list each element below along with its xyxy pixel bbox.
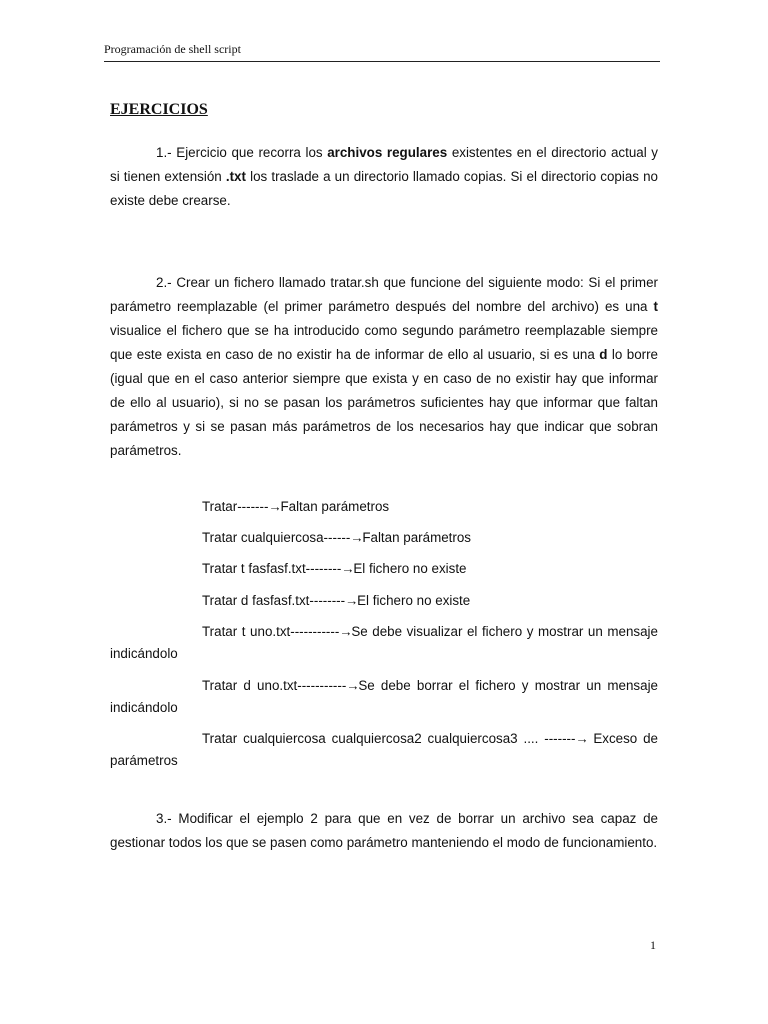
exercise-1-text: Ejercicio que recorra los [176, 145, 328, 160]
exercise-2-text: Crear un fichero llamado tratar.sh que funcione del siguiente modo: Si el primer parámetro reemplazable (el primer parámetro después del nombre del archivo) es una [110, 275, 658, 314]
example-result: Se debe visualizar el fichero y mostrar un mensaje indicándolo [110, 624, 658, 661]
example-result: El fichero no existe [357, 593, 471, 608]
exercise-1-text-2: existentes en el directorio actual y si tienen extensión [110, 145, 659, 184]
arrow-right-icon: → [345, 593, 359, 608]
example-command: Tratar cualquiercosa cualquiercosa2 cualquiercosa3 .... ------- [202, 731, 576, 746]
arrow-right-icon: → [346, 678, 360, 693]
example-result: Faltan parámetros [362, 530, 471, 545]
arrow-right-icon: → [350, 530, 364, 545]
example-line [110, 621, 658, 665]
exercise-1 [110, 141, 658, 213]
exercise-1-number: 1.- [156, 145, 172, 160]
exercise-2 [110, 271, 658, 463]
page-number: 1 [650, 938, 656, 952]
exercise-2-bold-1: t [653, 299, 658, 314]
exercise-2-text-2: visualice el fichero que se ha introducido como segundo parámetro reemplazable siempre que este exista en caso de no existir ha de informar de ello al usuario, si es una [110, 323, 658, 362]
example-command: Tratar------- [202, 499, 269, 514]
header-title: Programación de shell script [104, 42, 241, 56]
section-heading: EJERCICIOS [110, 101, 208, 118]
example-command: Tratar d uno.txt----------- [202, 678, 347, 693]
example-line [110, 496, 658, 518]
example-result: El fichero no existe [353, 561, 467, 576]
example-line [110, 728, 658, 772]
example-result: Faltan parámetros [280, 499, 390, 514]
example-line [110, 527, 658, 549]
example-result: Exceso de parámetros [110, 731, 659, 768]
exercise-1-bold-2: .txt [225, 169, 246, 184]
example-line [110, 590, 658, 612]
arrow-right-icon: → [341, 561, 355, 576]
example-command: Tratar cualquiercosa------ [202, 530, 351, 545]
exercise-3 [110, 807, 658, 855]
example-command: Tratar t fasfasf.txt-------- [202, 561, 342, 576]
example-result: Se debe borrar el fichero y mostrar un mensaje indicándolo [110, 678, 658, 715]
arrow-right-icon: → [339, 624, 353, 639]
arrow-right-icon: → [575, 731, 589, 746]
exercise-3-text: Modificar el ejemplo 2 para que en vez de borrar un archivo sea capaz de gestionar todos los que se pasen como parámetro manteniendo el modo de funcionamiento. [110, 811, 658, 850]
exercise-2-number: 2.- [156, 275, 172, 290]
example-line [110, 558, 658, 580]
example-line [110, 675, 658, 719]
exercise-2-bold-2: d [599, 347, 608, 362]
arrow-right-icon: → [268, 499, 282, 514]
example-command: Tratar t uno.txt----------- [202, 624, 340, 639]
example-command: Tratar d fasfasf.txt-------- [202, 593, 346, 608]
exercise-2-text-3: lo borre (igual que en el caso anterior siempre que exista y en caso de no existir hay que informar de ello al usuario), si no se pasan los parámetros suficientes hay que informar que faltan parámetros y si se pasan más parámetros de los necesarios hay que indicar que sobran parámetros. [110, 347, 659, 458]
page-header [104, 42, 660, 62]
exercise-1-text-3: los traslade a un directorio llamado copias. Si el directorio copias no existe debe crearse. [110, 169, 659, 208]
exercise-1-bold-1: archivos regulares [327, 145, 448, 160]
exercise-3-number: 3.- [156, 811, 172, 826]
